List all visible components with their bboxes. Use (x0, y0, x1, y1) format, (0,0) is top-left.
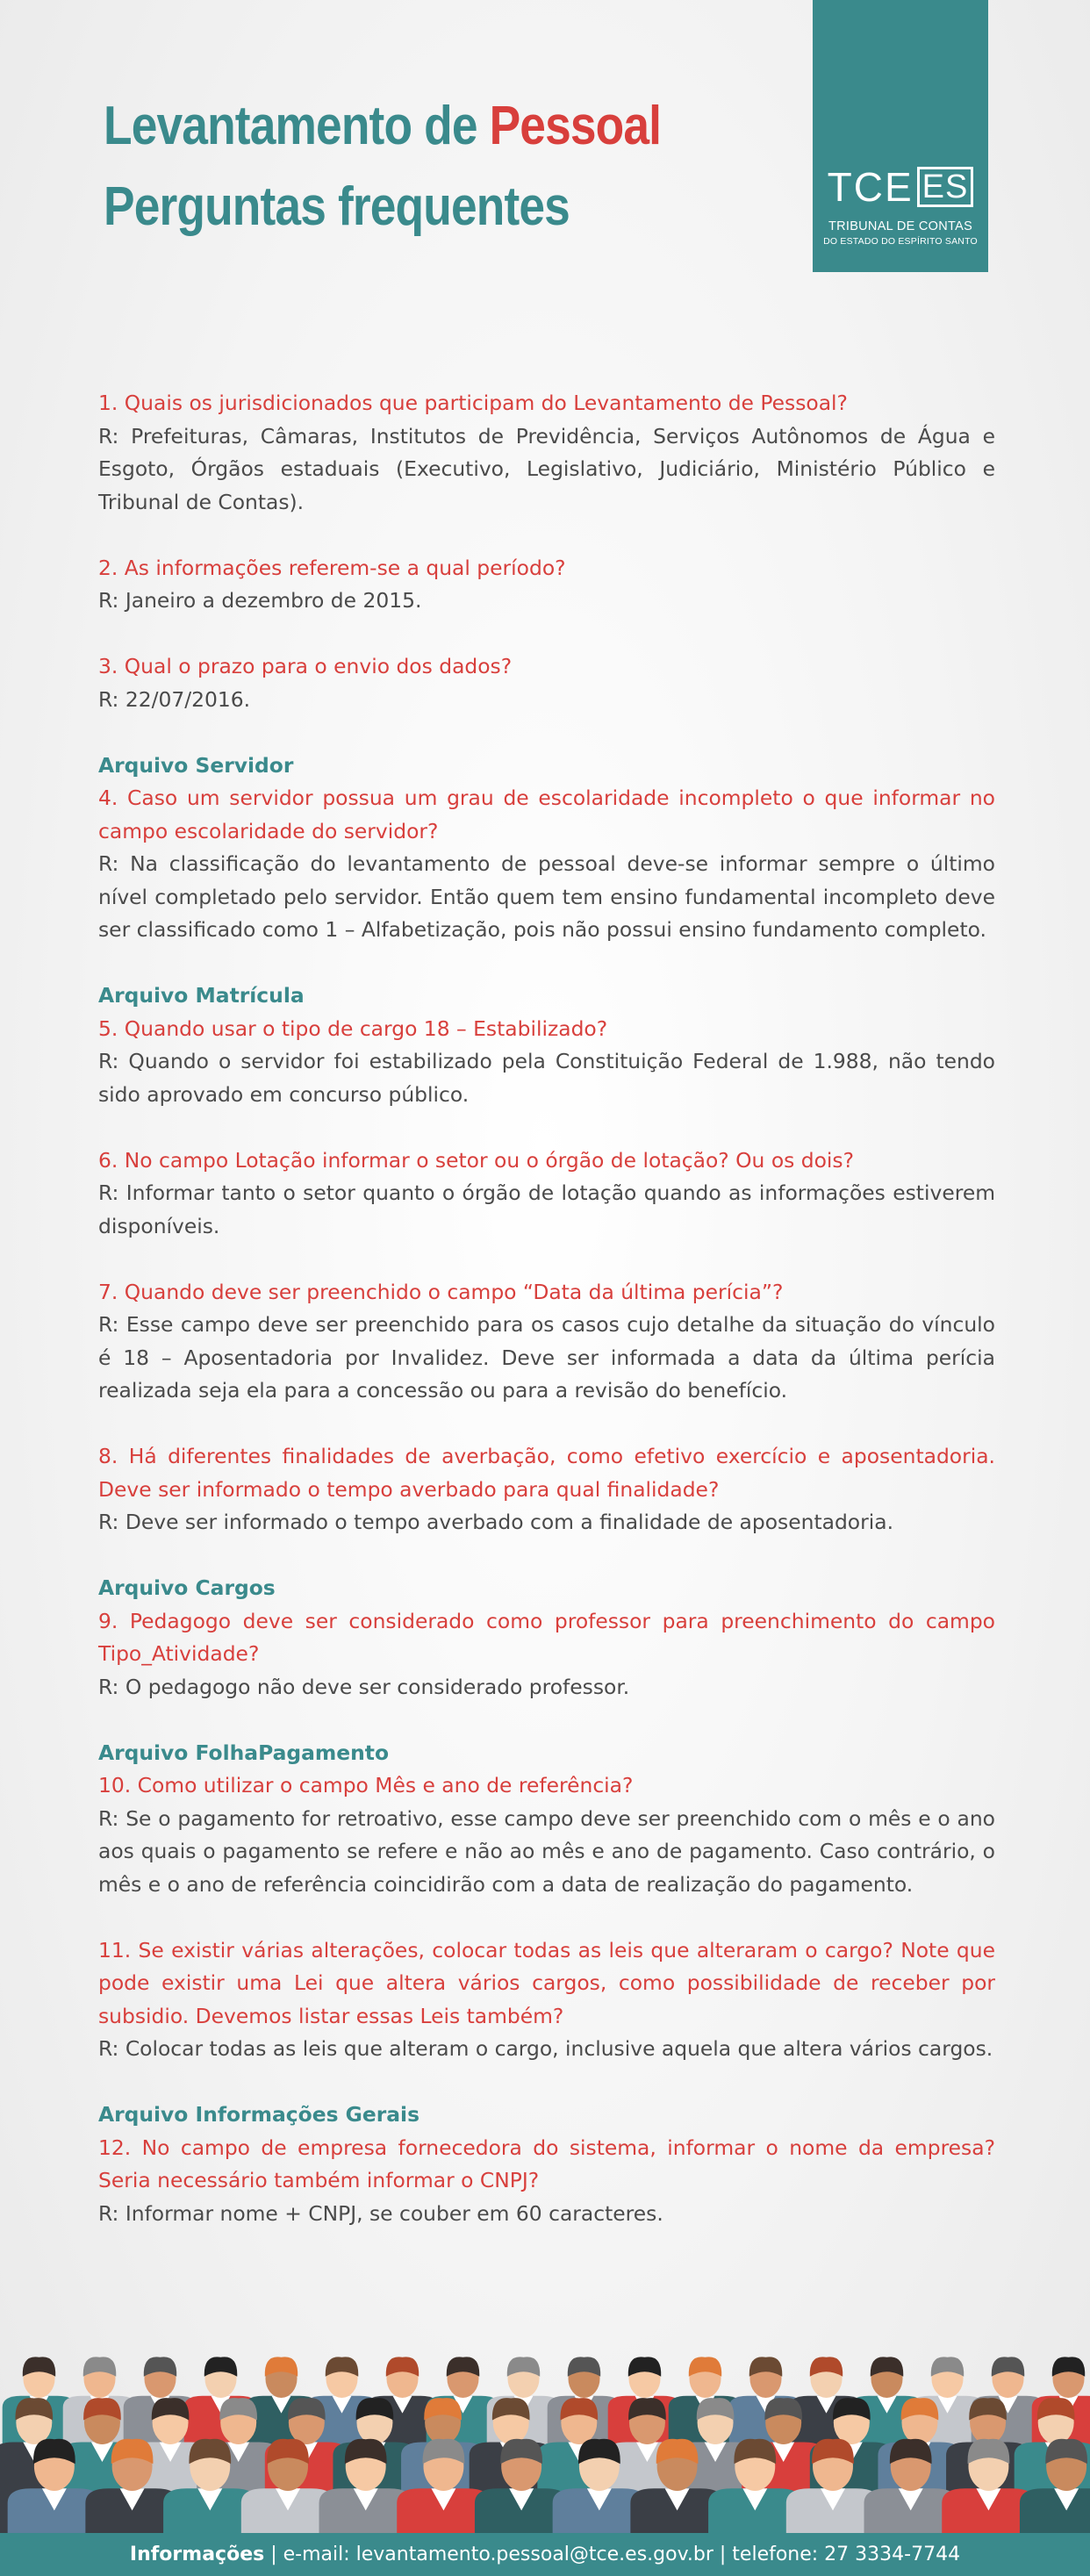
faq-answer: R: Colocar todas as leis que alteram o cargo, inclusive aquela que altera vários cargos. (98, 2036, 993, 2061)
faq-answer: R: 22/07/2016. (98, 686, 251, 712)
faq-item (98, 1276, 995, 1408)
faq-item (98, 650, 995, 716)
faq-item (98, 1572, 995, 1704)
faq-item (98, 1737, 995, 1902)
faq-answer: R: Prefeituras, Câmaras, Institutos de Previdência, Serviços Autônomos de Água e Esgoto, Órgãos estaduais (Executivo, Legislativo, Judiciário, Ministério Público e Tribunal de Contas). (98, 423, 995, 514)
faq-question: 2. As informações referem-se a qual período? (98, 555, 566, 580)
faq-question: 4. Caso um servidor possua um grau de escolaridade incompleto o que informar no campo escolaridade do servidor? (98, 786, 995, 843)
faq-question: 10. Como utilizar o campo Mês e ano de referência? (98, 1773, 634, 1797)
faq-answer: R: Janeiro a dezembro de 2015. (98, 588, 422, 613)
faq-item (98, 1144, 995, 1244)
faq-question: 5. Quando usar o tipo de cargo 18 – Estabilizado? (98, 1015, 608, 1041)
faq-answer: R: Quando o servidor foi estabilizado pela Constituição Federal de 1.988, não tendo sido aprovado em concurso público. (98, 1049, 995, 1107)
footer-label: Informações (129, 2544, 265, 2565)
title-line1: Levantamento de Pessoal (104, 96, 662, 156)
faq-question: 6. No campo Lotação informar o setor ou o órgão de lotação? Ou os dois? (98, 1147, 855, 1173)
faq-answer: R: Informar tanto o setor quanto o órgão de lotação quando as informações estiverem disponíveis. (98, 1180, 995, 1238)
faq-question: 8. Há diferentes finalidades de averbação, como efetivo exercício e aposentadoria. Deve ser informado o tempo averbado para qual finalidade? (98, 1444, 995, 1502)
section-heading: Arquivo Informações Gerais (98, 2102, 420, 2127)
faq-question: 3. Qual o prazo para o envio dos dados? (98, 654, 513, 678)
faq-item (98, 2099, 995, 2230)
faq-item (98, 1440, 995, 1539)
section-heading: Arquivo FolhaPagamento (98, 1740, 390, 1765)
faq-question: 9. Pedagogo deve ser considerado como professor para preenchimento do campo Tipo_Atividade? (98, 1608, 995, 1666)
faq-question: 12. No campo de empresa fornecedora do sistema, informar o nome da empresa? Seria necessário também informar o CNPJ? (98, 2135, 995, 2192)
people-crowd-illustration (0, 2326, 1090, 2537)
section-heading: Arquivo Matrícula (98, 983, 305, 1008)
faq-item (98, 552, 995, 618)
faq-answer: R: Deve ser informado o tempo averbado com a finalidade de aposentadoria. (98, 1510, 893, 1534)
title-line2: Perguntas frequentes (104, 176, 570, 237)
logo-mark: TCE ES (828, 167, 974, 207)
faq-item (98, 1934, 995, 2066)
faq-question: 11. Se existir várias alterações, colocar todas as leis que alteraram o cargo? Note que pode existir uma Lei que altera vários cargos, como possibilidade de receber por subsidio. Devemos listar essas Leis também? (98, 1937, 995, 2028)
tce-es-logo (813, 0, 988, 272)
faq-question: 7. Quando deve ser preenchido o campo “Data da última perícia”? (98, 1279, 784, 1304)
faq-list (98, 387, 995, 2264)
faq-item (98, 750, 995, 947)
footer-contact-text: | e-mail: levantamento.pessoal@tce.es.gov.br | telefone: 27 3334-7744 (264, 2544, 961, 2565)
faq-answer: R: O pedagogo não deve ser considerado professor. (98, 1674, 630, 1699)
logo-subtitle-2: DO ESTADO DO ESPÍRITO SANTO (823, 236, 978, 247)
faq-answer: R: Se o pagamento for retroativo, esse campo deve ser preenchido com o mês e o ano aos quais o pagamento se refere e não ao mês e ano de pagamento. Caso contrário, o mês e o ano de referência coincidirão com a data de realização do pagamento. (98, 1805, 995, 1897)
faq-answer: R: Informar nome + CNPJ, se couber em 60 caracteres. (98, 2200, 663, 2226)
faq-answer: R: Esse campo deve ser preenchido para os casos cujo detalhe da situação do vínculo é 18 – Aposentadoria por Invalidez. Deve ser informada a data da última perícia realizada seja ela para a concessão ou para a revisão do benefício. (98, 1312, 995, 1403)
logo-subtitle: TRIBUNAL DE CONTAS (828, 219, 973, 233)
faq-item (98, 387, 995, 519)
contact-footer (0, 2533, 1090, 2576)
faq-answer: R: Na classificação do levantamento de pessoal deve-se informar sempre o último nível completado pelo servidor. Então quem tem ensino fundamental incompleto deve ser classificado como 1 – Alfabetização, pois não possui ensino fundamento completo. (98, 851, 995, 942)
page-title (104, 86, 661, 248)
faq-question: 1. Quais os jurisdicionados que participam do Levantamento de Pessoal? (98, 391, 848, 415)
faq-item (98, 979, 995, 1111)
section-heading: Arquivo Cargos (98, 1575, 276, 1600)
section-heading: Arquivo Servidor (98, 752, 294, 778)
